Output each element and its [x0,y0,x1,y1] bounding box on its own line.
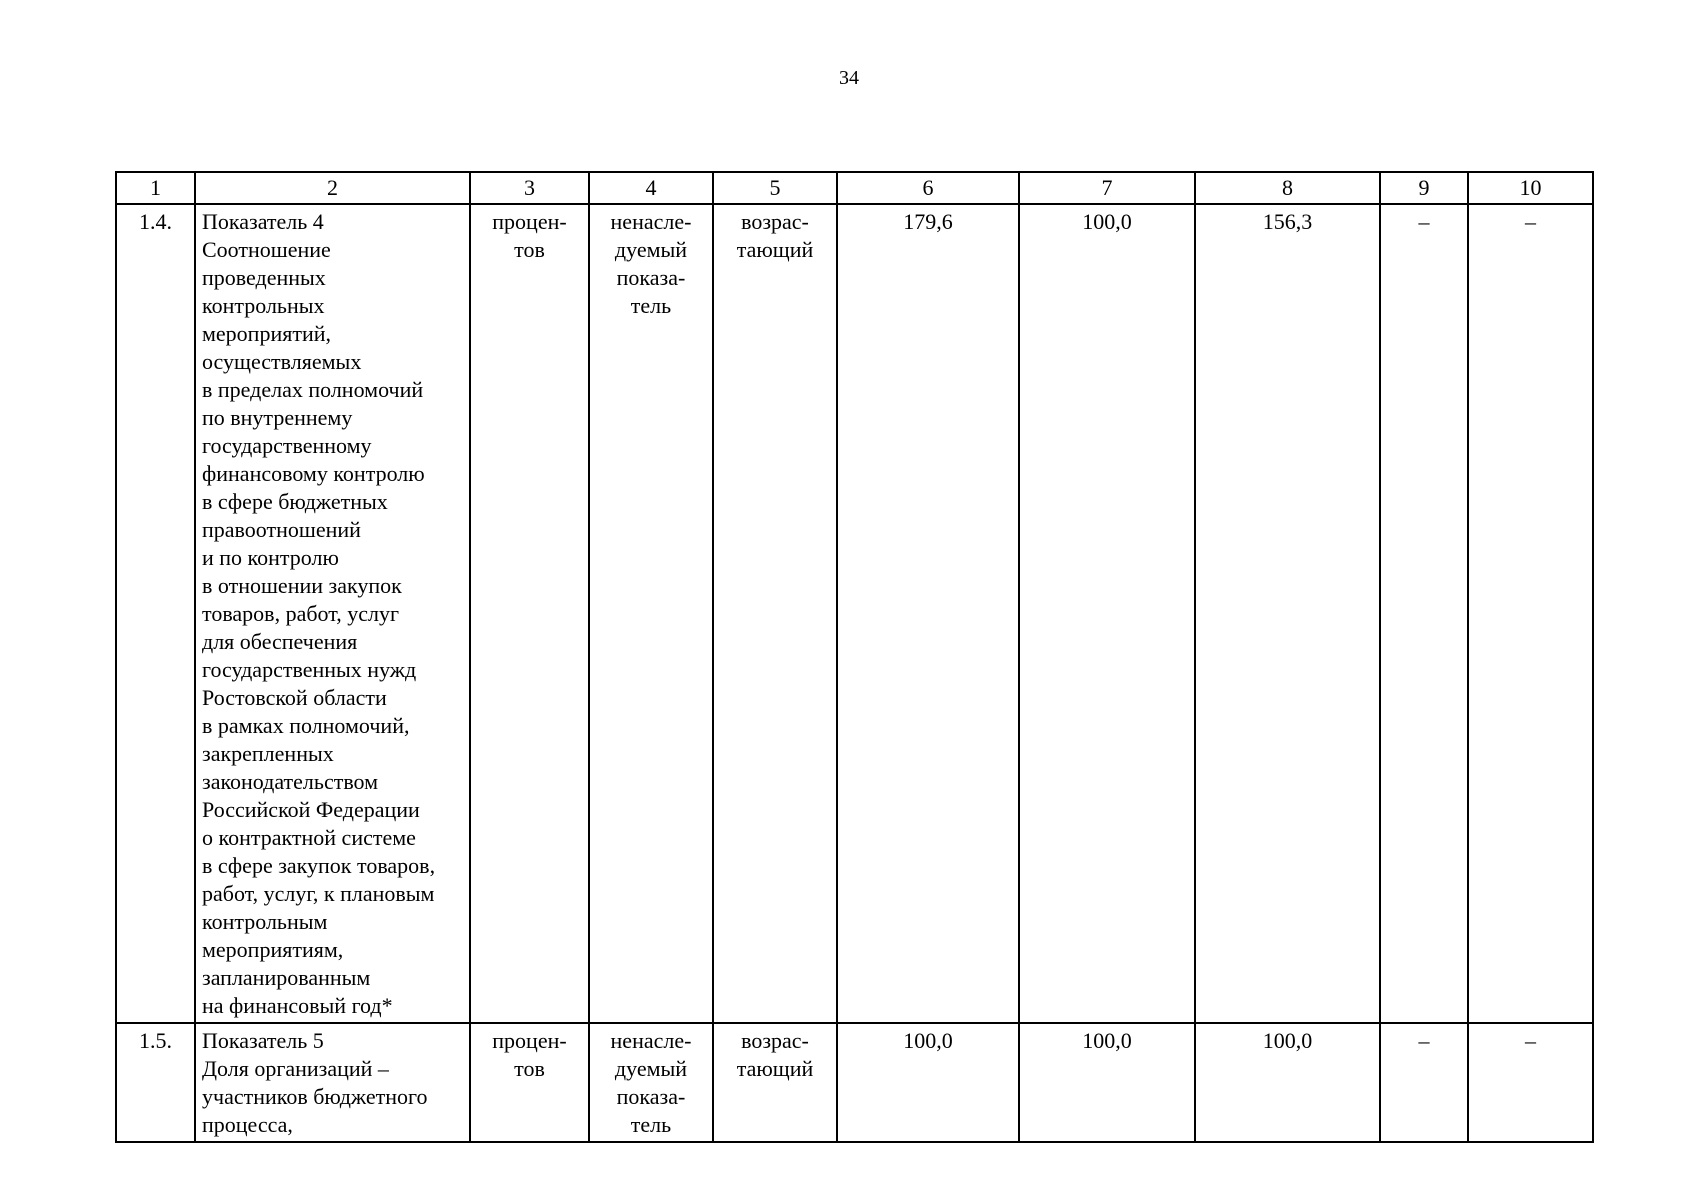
cell-line: участников бюджетного [202,1084,428,1109]
header-cell-10: 10 [1468,172,1593,204]
cell-line: мероприятий, [202,321,332,346]
header-row [116,172,1593,204]
cell-line: процесса, [202,1112,293,1137]
cell-line: на финансовый год* [202,993,393,1018]
cell-line: показа- [616,1084,686,1109]
page-number: 34 [839,67,859,89]
value-col10: – [1468,204,1593,1023]
unit-cell [470,204,589,1023]
table-row [116,204,1593,1023]
cell-line: государственному [202,433,372,458]
cell-line: тов [514,1056,545,1081]
indicator-type-cell [589,1023,713,1142]
cell-line: в рамках полномочий, [202,713,410,738]
indicator-name [195,204,470,1023]
cell-line: процен- [492,209,567,234]
header-cell-5: 5 [713,172,837,204]
cell-line: мероприятиям, [202,937,344,962]
value-col8: 100,0 [1195,1023,1380,1142]
cell-line: товаров, работ, услуг [202,601,399,626]
cell-line: Ростовской области [202,685,387,710]
cell-line: по внутреннему [202,405,353,430]
value-col7: 100,0 [1019,1023,1195,1142]
table-row [116,1023,1593,1142]
cell-line: осуществляемых [202,349,362,374]
cell-line: государственных нужд [202,657,417,682]
table-body [116,204,1593,1142]
cell-line: закрепленных [202,741,334,766]
cell-line: Доля организаций – [202,1056,389,1081]
cell-line: тель [630,1112,672,1137]
value-col9: – [1380,1023,1468,1142]
cell-line: процен- [492,1028,567,1053]
header-cell-6: 6 [837,172,1019,204]
cell-line: Показатель 4 [202,209,324,234]
cell-line: возрас- [741,1028,809,1053]
cell-line: в сфере закупок товаров, [202,853,436,878]
value-col7: 100,0 [1019,204,1195,1023]
value-col10: – [1468,1023,1593,1142]
cell-line: финансовому контролю [202,461,425,486]
cell-line: запланированным [202,965,371,990]
cell-line: ненасле- [610,209,692,234]
unit-cell [470,1023,589,1142]
cell-line: проведенных [202,265,326,290]
trend-cell [713,1023,837,1142]
cell-line: и по контролю [202,545,339,570]
cell-line: тающий [736,1056,814,1081]
value-col8: 156,3 [1195,204,1380,1023]
header-cell-8: 8 [1195,172,1380,204]
cell-line: правоотношений [202,517,361,542]
cell-line: Соотношение [202,237,331,262]
row-number: 1.4. [116,204,195,1023]
header-cell-1: 1 [116,172,195,204]
cell-line: ненасле- [610,1028,692,1053]
cell-line: контрольных [202,293,325,318]
cell-line: тель [630,293,672,318]
cell-line: в отношении закупок [202,573,402,598]
cell-line: Российской Федерации [202,797,420,822]
cell-line: в пределах полномочий [202,377,424,402]
value-col6: 100,0 [837,1023,1019,1142]
header-cell-7: 7 [1019,172,1195,204]
cell-line: тов [514,237,545,262]
cell-line: законодательством [202,769,379,794]
cell-line: Показатель 5 [202,1028,324,1053]
header-cell-4: 4 [589,172,713,204]
indicator-name [195,1023,470,1142]
cell-line: тающий [736,237,814,262]
row-number: 1.5. [116,1023,195,1142]
indicators-table [115,171,1594,1143]
cell-line: для обеспечения [202,629,358,654]
indicator-type-cell [589,204,713,1023]
cell-line: работ, услуг, к плановым [202,881,435,906]
cell-line: в сфере бюджетных [202,489,388,514]
value-col9: – [1380,204,1468,1023]
header-cell-3: 3 [470,172,589,204]
header-cell-2: 2 [195,172,470,204]
cell-line: дуемый [614,237,688,262]
cell-line: контрольным [202,909,328,934]
cell-line: о контрактной системе [202,825,416,850]
trend-cell [713,204,837,1023]
value-col6: 179,6 [837,204,1019,1023]
header-cell-9: 9 [1380,172,1468,204]
cell-line: показа- [616,265,686,290]
cell-line: дуемый [614,1056,688,1081]
cell-line: возрас- [741,209,809,234]
